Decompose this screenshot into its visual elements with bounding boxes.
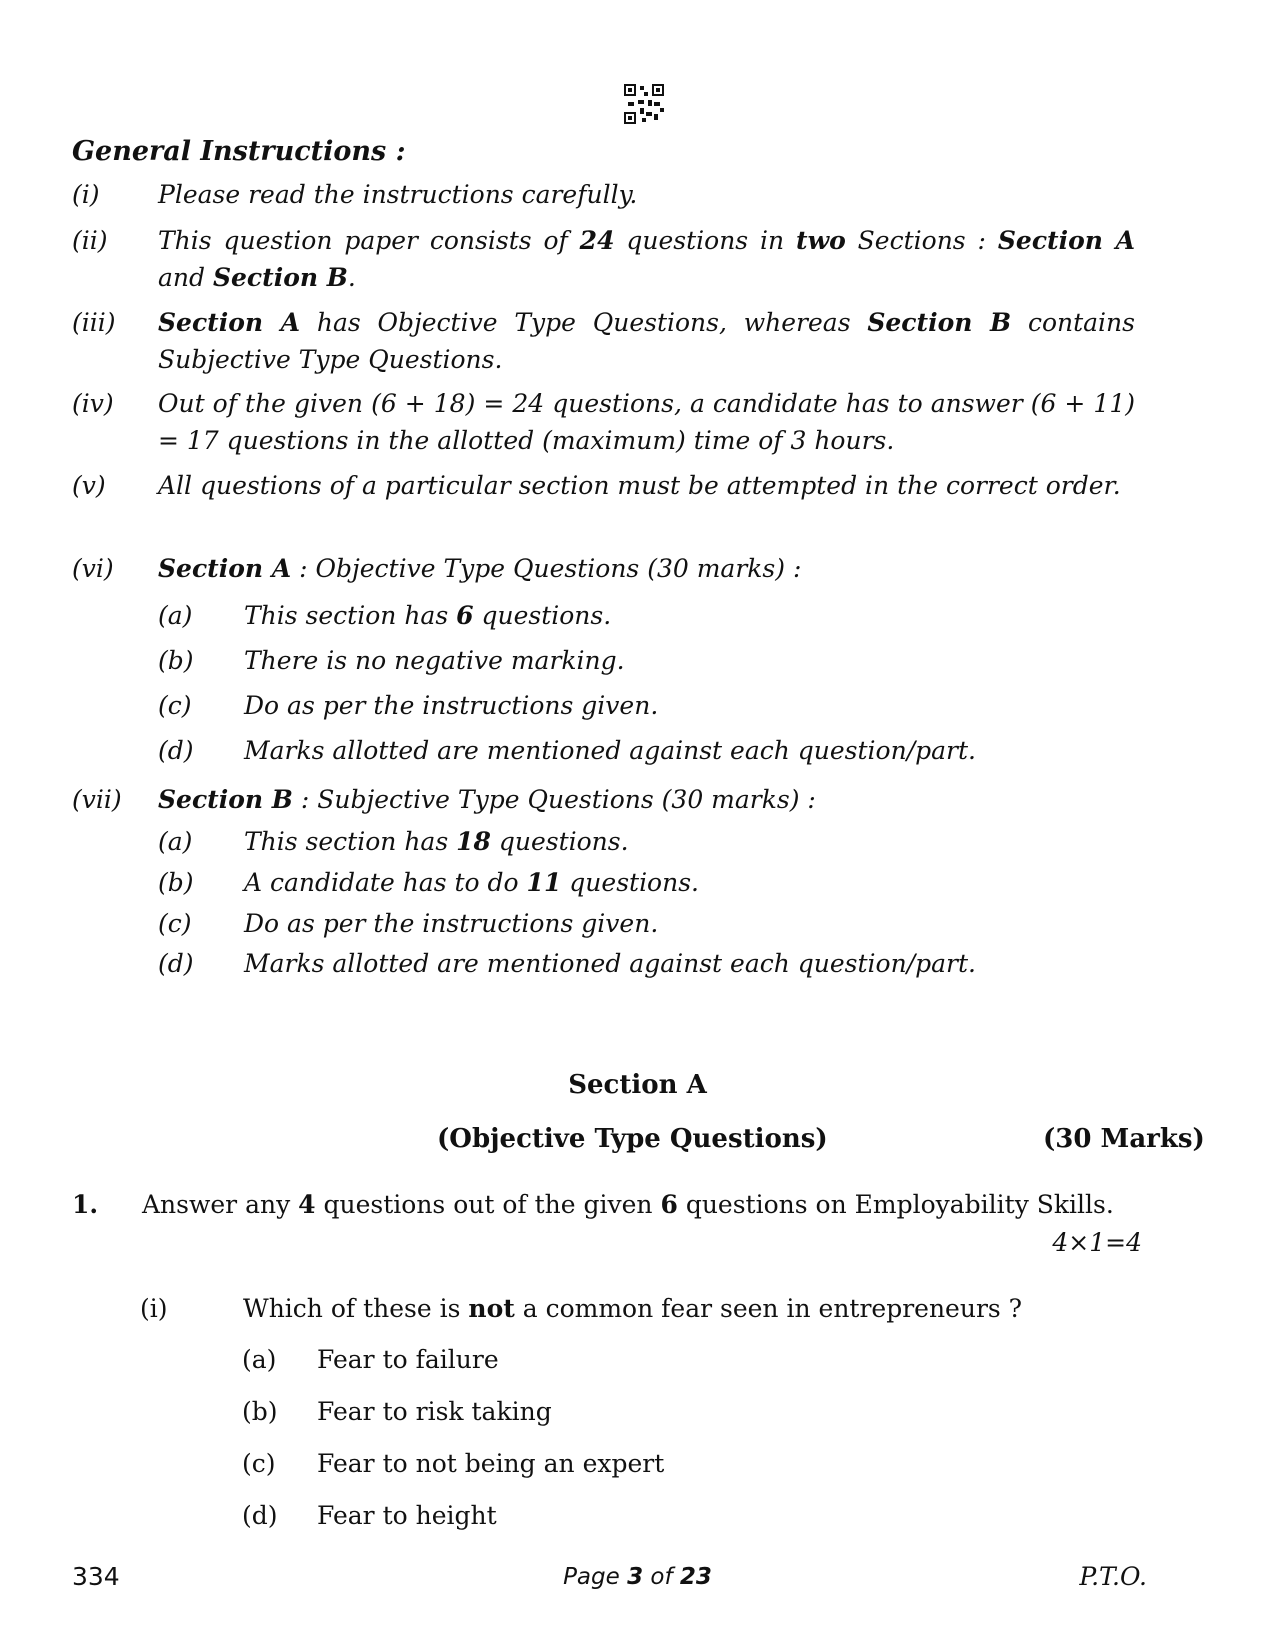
instruction-text — [158, 550, 1135, 587]
option-label: (b) — [242, 1397, 278, 1426]
instruction-number: (vii) — [72, 785, 122, 814]
section-marks: (30 Marks) — [1043, 1124, 1205, 1154]
sub-instruction-item — [158, 905, 1135, 942]
sub-instruction-item — [158, 687, 1135, 724]
instruction-number: (vi) — [72, 554, 114, 583]
sub-instruction-text — [244, 597, 1135, 634]
text-segment: This question paper consists of — [158, 226, 580, 255]
emphasis-text: Section A — [158, 308, 301, 337]
option-text: Fear to not being an expert — [317, 1449, 665, 1478]
emphasis-text: 6 — [660, 1190, 678, 1219]
instruction-number: (v) — [72, 471, 106, 500]
current-page: 3 — [627, 1564, 644, 1590]
text-segment: Please read the instructions carefully. — [158, 180, 638, 209]
emphasis-text: Section A — [997, 226, 1135, 255]
text-segment: questions. — [490, 827, 629, 856]
instruction-number: (iii) — [72, 308, 116, 337]
option-text: Fear to risk taking — [317, 1397, 552, 1426]
text-segment: contains Subjective Type Questions. — [158, 308, 1135, 374]
page-of: of — [643, 1564, 680, 1590]
option-label: (a) — [242, 1345, 277, 1374]
sub-instruction-text — [244, 905, 1135, 942]
text-segment: and — [158, 263, 213, 292]
instruction-text — [158, 781, 1135, 818]
text-segment: Do as per the instructions given. — [244, 909, 659, 938]
sub-instruction-item — [158, 864, 1135, 901]
sub-instruction-text — [244, 823, 1135, 860]
emphasis-text: 6 — [456, 601, 474, 630]
text-segment: Which of these is — [243, 1294, 469, 1323]
sub-instruction-item — [158, 732, 1135, 769]
text-segment: There is no negative marking. — [244, 646, 625, 675]
qr-code-icon — [624, 84, 664, 124]
sub-instruction-text — [244, 687, 1135, 724]
sub-instruction-number: (a) — [158, 601, 193, 630]
instruction-text — [158, 222, 1135, 296]
question-number: 1. — [72, 1190, 99, 1219]
sub-question-number: (i) — [140, 1294, 168, 1323]
sub-instruction-item — [158, 945, 1135, 982]
instruction-item — [72, 385, 1135, 459]
text-segment: . — [347, 263, 356, 292]
question-1 — [72, 1186, 1142, 1257]
option-d — [242, 1497, 497, 1535]
text-segment: Marks allotted are mentioned against each question/part. — [244, 949, 976, 978]
text-segment: Answer any — [142, 1190, 299, 1219]
emphasis-text: 24 — [579, 226, 615, 255]
emphasis-text: 4 — [298, 1190, 316, 1219]
option-c — [242, 1445, 664, 1483]
emphasis-text: Section A — [158, 554, 292, 583]
question-marks: 4×1=4 — [1052, 1228, 1142, 1257]
pto-label: P.T.O. — [1079, 1562, 1147, 1591]
total-pages: 23 — [679, 1564, 712, 1590]
text-segment: questions out of the given — [315, 1190, 661, 1219]
instruction-item — [72, 176, 1135, 213]
paper-code: 334 — [72, 1562, 120, 1591]
text-segment: : Objective Type Questions (30 marks) : — [291, 554, 802, 583]
option-text: Fear to height — [317, 1501, 497, 1530]
instruction-number: (iv) — [72, 389, 114, 418]
section-subtitle: (Objective Type Questions) — [437, 1124, 828, 1154]
sub-instruction-text — [244, 945, 1135, 982]
text-segment: questions. — [473, 601, 612, 630]
question-text — [142, 1186, 1142, 1224]
text-segment: Out of the given (6 + 18) = 24 questions, a candidate has to answer (6 + 11) = 17 questions in the allotted (maximum) time of 3 hours. — [158, 389, 1135, 455]
text-segment: Marks allotted are mentioned against each question/part. — [244, 736, 976, 765]
sub-question — [140, 1290, 1140, 1328]
text-segment: Sections : — [845, 226, 998, 255]
section-title: Section A — [568, 1070, 707, 1100]
sub-instruction-text — [244, 864, 1135, 901]
sub-instruction-text — [244, 642, 1135, 679]
sub-instruction-number: (d) — [158, 949, 194, 978]
text-segment: This section has — [244, 601, 457, 630]
instruction-text — [158, 304, 1135, 378]
sub-instruction-number: (b) — [158, 868, 194, 897]
text-segment: questions on Employability Skills. — [677, 1190, 1114, 1219]
instruction-number: (ii) — [72, 226, 108, 255]
option-label: (d) — [242, 1501, 278, 1530]
text-segment: a common fear seen in entrepreneurs ? — [514, 1294, 1023, 1323]
emphasis-text: Section B — [212, 263, 348, 292]
text-segment: : Subjective Type Questions (30 marks) : — [292, 785, 816, 814]
option-label: (c) — [242, 1449, 276, 1478]
sub-instruction-item — [158, 823, 1135, 860]
emphasis-text: 18 — [456, 827, 491, 856]
option-b — [242, 1393, 552, 1431]
instruction-item — [72, 467, 1135, 504]
text-segment: All questions of a particular section must be attempted in the correct order. — [158, 471, 1121, 500]
emphasis-text: not — [468, 1294, 515, 1323]
instruction-item — [72, 304, 1135, 378]
sub-instruction-number: (c) — [158, 691, 192, 720]
sub-instruction-item — [158, 642, 1135, 679]
text-segment: A candidate has to do — [244, 868, 527, 897]
text-segment: This section has — [244, 827, 457, 856]
instruction-item — [72, 550, 1135, 587]
general-instructions-heading: General Instructions : — [72, 136, 406, 167]
sub-instruction-number: (c) — [158, 909, 192, 938]
instruction-text — [158, 467, 1135, 504]
instruction-number: (i) — [72, 180, 100, 209]
emphasis-text: two — [796, 226, 846, 255]
instruction-item — [72, 222, 1135, 296]
text-segment: questions in — [614, 226, 797, 255]
text-segment: Do as per the instructions given. — [244, 691, 659, 720]
text-segment: has Objective Type Questions, whereas — [300, 308, 868, 337]
sub-instruction-number: (d) — [158, 736, 194, 765]
option-a — [242, 1341, 499, 1379]
emphasis-text: Section B — [158, 785, 293, 814]
emphasis-text: 11 — [526, 868, 562, 897]
sub-instruction-item — [158, 597, 1135, 634]
sub-instruction-number: (b) — [158, 646, 194, 675]
text-segment: questions. — [561, 868, 699, 897]
emphasis-text: Section B — [867, 308, 1012, 337]
instruction-item — [72, 781, 1135, 818]
page-prefix: Page — [563, 1564, 628, 1590]
sub-instruction-number: (a) — [158, 827, 193, 856]
instruction-text — [158, 176, 1135, 213]
option-text: Fear to failure — [317, 1345, 499, 1374]
sub-instruction-text — [244, 732, 1135, 769]
sub-question-text — [243, 1290, 1140, 1328]
instruction-text — [158, 385, 1135, 459]
